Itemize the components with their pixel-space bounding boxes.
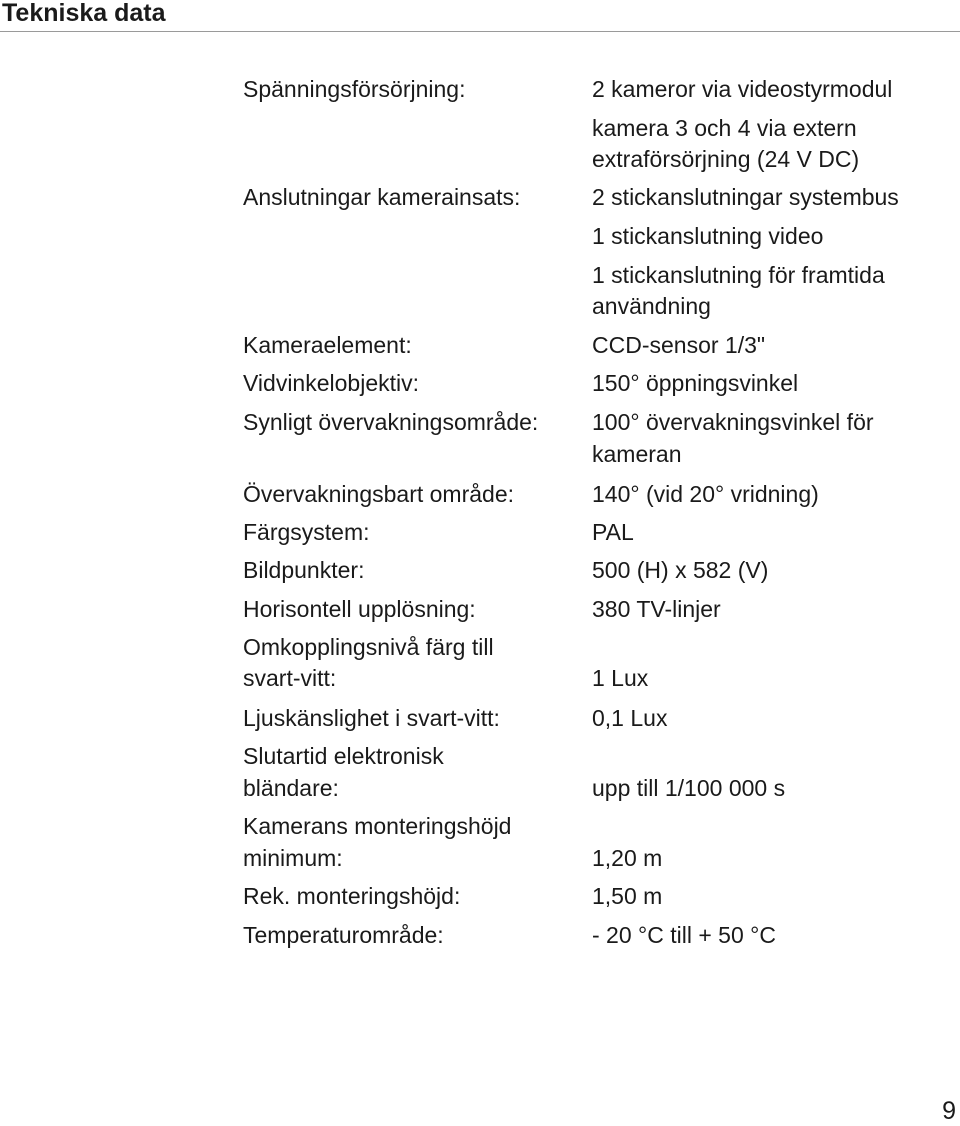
spec-value-pixels: 500 (H) x 582 (V) <box>592 557 769 583</box>
spec-label-horizontal-resolution: Horisontell upplösning: <box>243 596 476 622</box>
spec-label-min-mounting-height-line-1: Kamerans monteringshöjd <box>243 813 512 839</box>
spec-label-switch-level-line-1: Omkopplingsnivå färg till <box>243 634 494 660</box>
spec-value-visible-surveillance-area-line-1: 100° övervakningsvinkel för <box>592 409 874 435</box>
spec-value-camera-connections-line-1: 2 stickanslutningar systembus <box>592 184 899 210</box>
spec-value-temperature-range: - 20 °C till + 50 °C <box>592 922 776 948</box>
spec-value-color-system: PAL <box>592 519 634 545</box>
spec-label-power-supply: Spänningsförsörjning: <box>243 76 466 102</box>
spec-label-camera-connections: Anslutningar kamerainsats: <box>243 184 521 210</box>
spec-label-shutter-time-line-2: bländare: <box>243 775 339 801</box>
spec-label-shutter-time-line-1: Slutartid elektronisk <box>243 743 444 769</box>
spec-value-power-supply-line-2: kamera 3 och 4 via extern <box>592 115 857 141</box>
spec-label-wide-angle-lens: Vidvinkelobjektiv: <box>243 370 420 396</box>
spec-label-monitorable-area: Övervakningsbart område: <box>243 481 515 507</box>
spec-value-shutter-time: upp till 1/100 000 s <box>592 775 786 801</box>
title-divider <box>0 31 960 32</box>
spec-value-power-supply-line-3: extraförsörjning (24 V DC) <box>592 146 860 172</box>
spec-value-camera-connections-line-2: 1 stickanslutning video <box>592 223 824 249</box>
spec-label-switch-level-line-2: svart-vitt: <box>243 665 337 691</box>
spec-value-switch-level: 1 Lux <box>592 665 649 691</box>
spec-value-horizontal-resolution: 380 TV-linjer <box>592 596 721 622</box>
spec-label-color-system: Färgsystem: <box>243 519 370 545</box>
spec-value-visible-surveillance-area-line-2: kameran <box>592 441 682 467</box>
spec-label-pixels: Bildpunkter: <box>243 557 365 583</box>
spec-value-camera-connections-line-3: 1 stickanslutning för framtida <box>592 262 885 288</box>
spec-label-light-sensitivity: Ljuskänslighet i svart-vitt: <box>243 705 500 731</box>
spec-label-temperature-range: Temperaturområde: <box>243 922 444 948</box>
spec-label-visible-surveillance-area: Synligt övervakningsområde: <box>243 409 539 435</box>
spec-label-camera-element: Kameraelement: <box>243 332 412 358</box>
spec-value-power-supply-line-1: 2 kameror via videostyrmodul <box>592 76 893 102</box>
page-number: 9 <box>942 1097 956 1125</box>
spec-value-min-mounting-height: 1,20 m <box>592 845 663 871</box>
spec-value-camera-connections-line-4: användning <box>592 293 711 319</box>
spec-label-recommended-mounting-height: Rek. monteringshöjd: <box>243 883 461 909</box>
page-title: Tekniska data <box>2 0 166 27</box>
spec-label-min-mounting-height-line-2: minimum: <box>243 845 343 871</box>
spec-value-light-sensitivity: 0,1 Lux <box>592 705 668 731</box>
spec-value-wide-angle-lens: 150° öppningsvinkel <box>592 370 799 396</box>
spec-value-camera-element: CCD-sensor 1/3" <box>592 332 766 358</box>
spec-value-recommended-mounting-height: 1,50 m <box>592 883 663 909</box>
spec-value-monitorable-area: 140° (vid 20° vridning) <box>592 481 819 507</box>
